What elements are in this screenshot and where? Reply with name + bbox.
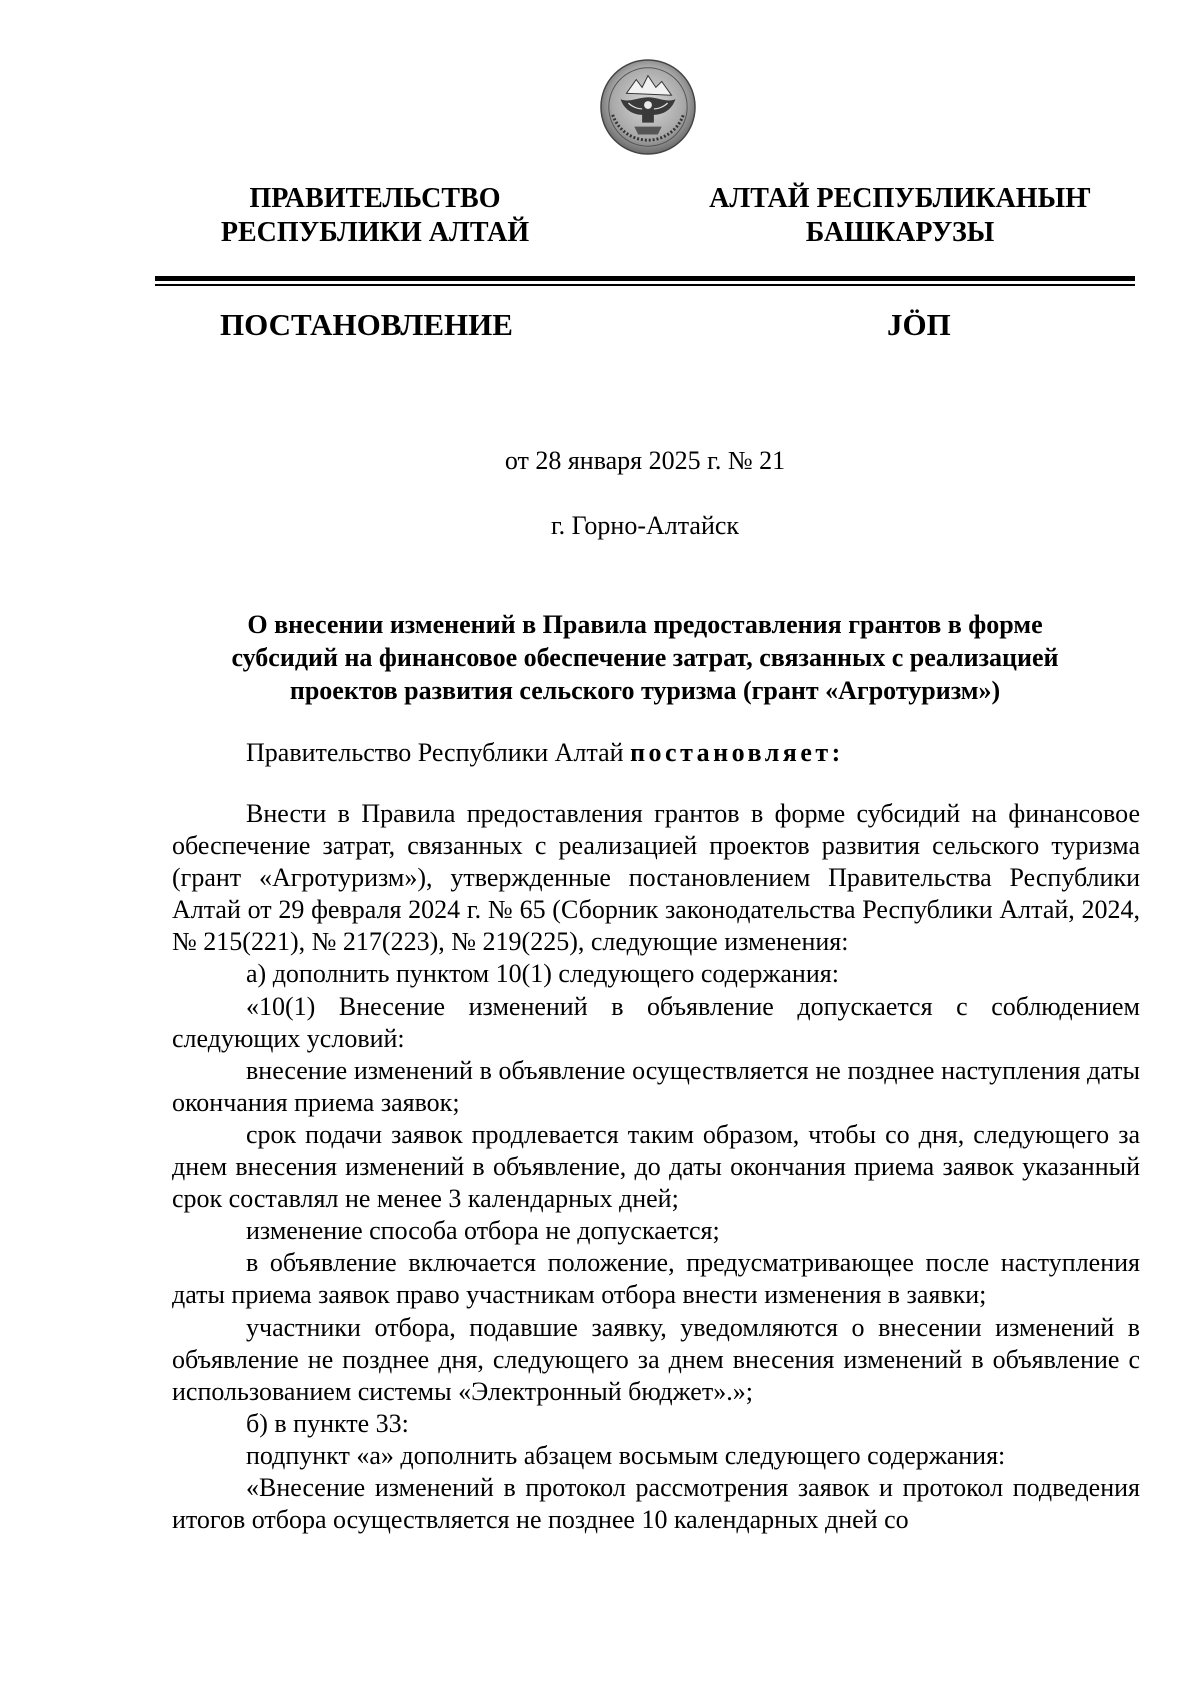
title-line: О внесении изменений в Правила предоставления грантов в форме: [247, 610, 1043, 639]
coat-of-arms-emblem: [599, 58, 697, 156]
issuer-line-2: РЕСПУБЛИКИ АЛТАЙ: [220, 217, 530, 248]
document-type-altai: JӦП: [887, 307, 951, 342]
body-paragraph: «Внесение изменений в протокол рассмотрения заявок и протокол подведения итогов отбора осуществляется не позднее 10 календарных дней со: [172, 1472, 1140, 1535]
body-paragraph: подпункт «а» дополнить абзацем восьмым следующего содержания:: [246, 1440, 1006, 1470]
body-paragraph: внесение изменений в объявление осуществляется не позднее наступления даты окончания приема заявок;: [172, 1055, 1140, 1117]
document-type-russian: ПОСТАНОВЛЕНИЕ: [220, 307, 513, 342]
body-paragraph: а) дополнить пунктом 10(1) следующего содержания:: [246, 959, 839, 989]
body-paragraph: участники отбора, подавшие заявку, уведомляются о внесении изменений в объявление не позднее дня, следующего за днем внесения изменений в объявление с использованием системы «Электронный бюджет».»;: [172, 1312, 1140, 1406]
preamble: [246, 737, 844, 769]
body-paragraph: срок подачи заявок продлевается таким образом, чтобы со дня, следующего за днем внесения изменений в объявление, до даты окончания приема заявок указанный срок составлял не менее 3 календарных дней;: [172, 1119, 1140, 1214]
body-paragraph: б) в пункте 33:: [246, 1408, 409, 1438]
body-paragraph: изменение способа отбора не допускается;: [246, 1216, 720, 1246]
issuer-line-1: АЛТАЙ РЕСПУБЛИКАНЫҤ: [709, 183, 1091, 214]
body-paragraph: «10(1) Внесение изменений в объявление допускается с соблюдением следующих условий:: [172, 991, 1140, 1053]
document-city: г. Горно-Алтайск: [550, 511, 740, 540]
preamble-decree-verb: постановляет:: [630, 738, 844, 767]
issuer-header-russian: [185, 182, 565, 250]
issuer-line-1: ПРАВИТЕЛЬСТВО: [249, 183, 501, 214]
issuer-header-altai: [695, 182, 1105, 250]
document-date-number: от 28 января 2025 г. № 21: [504, 446, 786, 475]
issuer-line-2: БАШКАРУЗЫ: [805, 217, 995, 248]
body-paragraph: Внести в Правила предоставления грантов в форме субсидий на финансовое обеспечение затрат, связанных с реализацией проектов развития сельского туризма (грант «Агротуризм»), утвержденные постановлением Правительства Республики Алтай от 29 февраля 2024 г. № 65 (Сборник законодательства Республики Алтай, 2024, № 215(221), № 217(223), № 219(225), следующие изменения:: [172, 799, 1140, 957]
header-divider-thin: [155, 284, 1135, 286]
document-body: [172, 798, 1140, 1536]
preamble-text: Правительство Республики Алтай: [246, 738, 631, 767]
document-title: [150, 608, 1140, 707]
body-paragraph: в объявление включается положение, предусматривающее после наступления даты приема заявок право участникам отбора внести изменения в заявки;: [172, 1248, 1140, 1310]
title-line: проектов развития сельского туризма (грант «Агротуризм»): [289, 676, 1001, 705]
header-divider-thick: [155, 276, 1135, 281]
title-line: субсидий на финансовое обеспечение затрат, связанных с реализацией: [231, 643, 1059, 672]
